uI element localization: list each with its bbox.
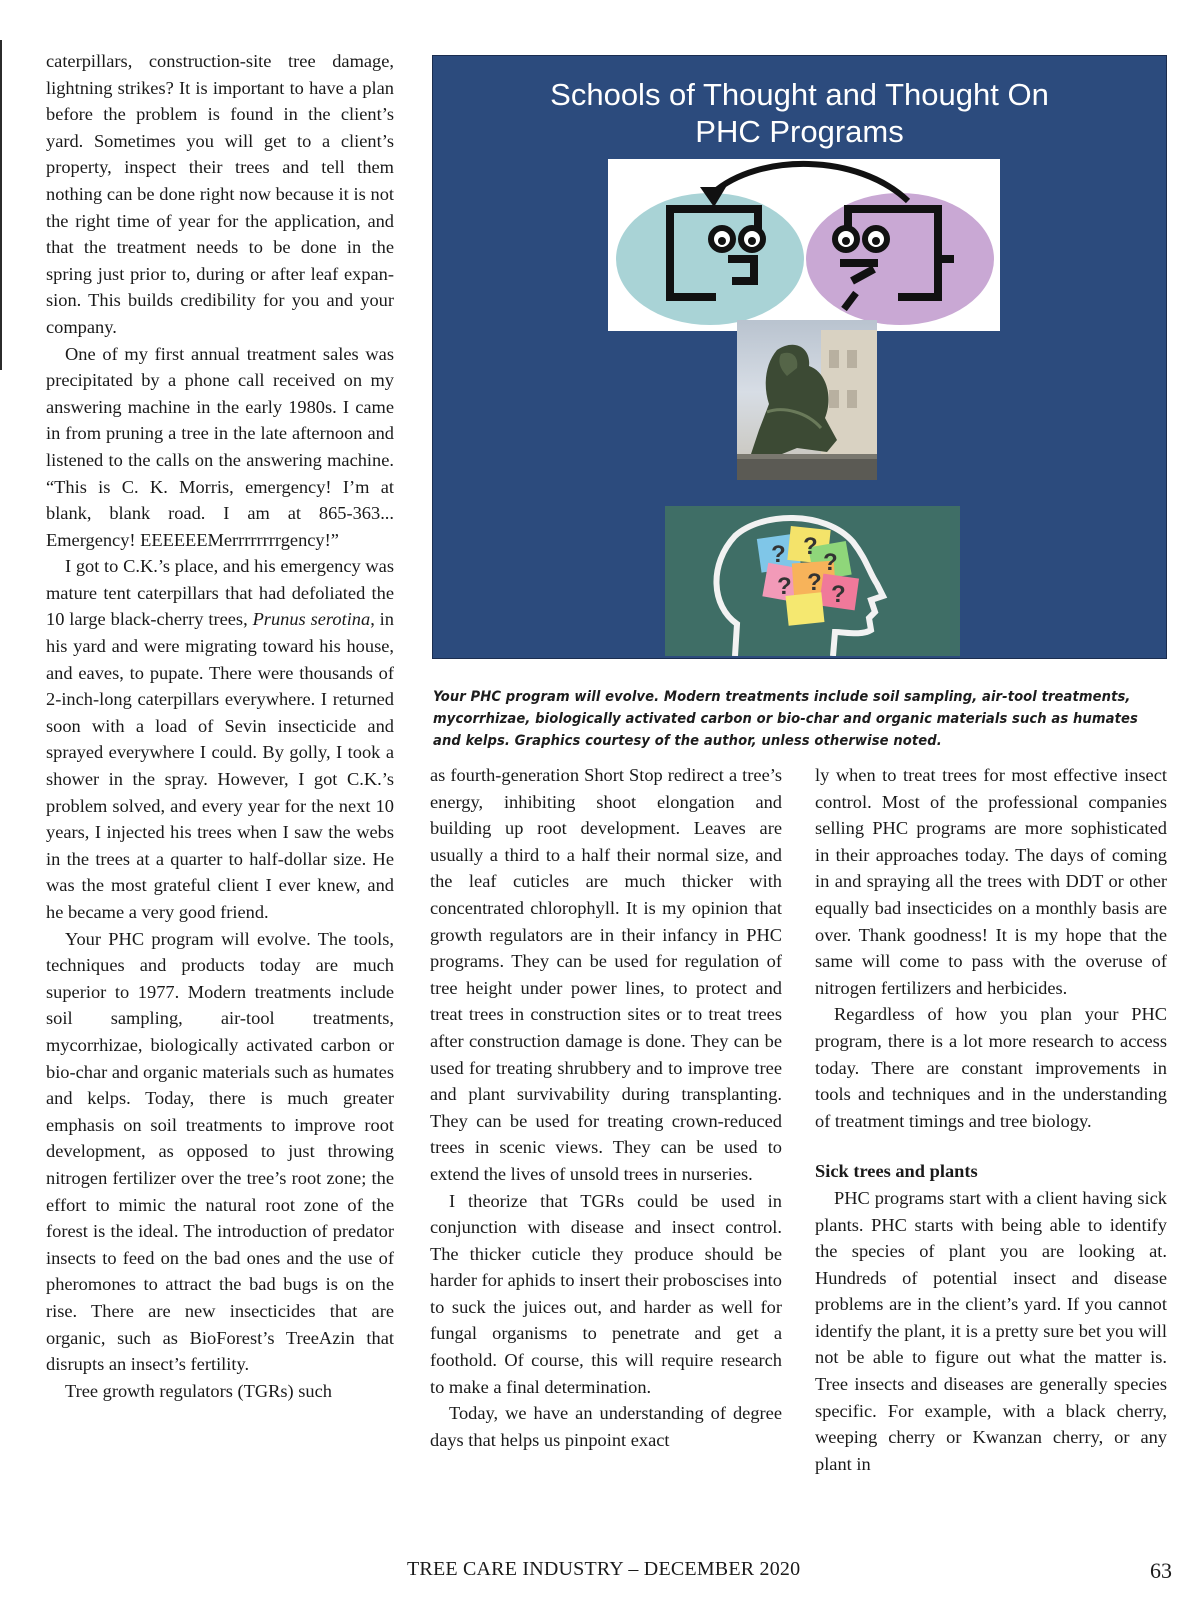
svg-text:?: ? bbox=[803, 533, 818, 560]
thinker-statue-icon bbox=[737, 320, 877, 480]
paragraph: Regardless of how you plan your PHC program, there is a lot more research to access today. There are constant improvements in tools and techniques and in the understanding of treatment timings and tree biology. bbox=[815, 1004, 1167, 1131]
paragraph: as fourth-generation Short Stop redirect a tree’s energy, inhibiting shoot elongation and building up root development. Leaves are usually a third to a half their normal size, and the leaf cuticles are much thicker with concentrated chlorophyll. It is my opinion that growth regulators are in their infancy in PHC programs. They can be used for regulation of tree height under power lines, to protect and treat trees in construction sites or to treat trees after construction damage is done. They can be used for treating shrubbery and to improve tree and plant survivability during transplanting. They can be used for treating crown-reduced trees in scenic views. They can be used to extend the lives of unsold trees in nurseries. bbox=[430, 765, 782, 1184]
paragraph: I theorize that TGRs could be used in conjunction with disease and insect control. The thicker cuticle they produce should be harder for aphids to insert their proboscises into to suck the juices out, and harder as well for fungal organisms to penetrate and get a foothold. Of course, this will require research to make a final determination. bbox=[430, 1190, 782, 1397]
svg-text:?: ? bbox=[807, 569, 822, 596]
slide-title bbox=[433, 76, 1166, 150]
slide-title-line: PHC Programs bbox=[695, 114, 904, 149]
paragraph: caterpillars, construction-site tree damage, lightning strikes? It is important to have a plan before the problem is found in the client’s yard. Sometimes you will get to a client’s property, inspect their trees and tell them nothing can be done right now because it is not the right time of year for the application, and that the treatment needs to be done in the spring just prior to, during or after leaf expansion. This builds credibility for you and your company. bbox=[46, 51, 394, 337]
text-run: , in his yard and were migrating toward his house, and eaves, to pupate. There were thousands of 2-inch-long caterpillars everywhere. I returned soon with a load of Sevin insecticide and sprayed everywhere I could. By golly, I took a shower in the spray. However, I got C.K.’s problem solved, and every year for the next 10 years, I injected his trees when I saw the webs in the trees at a quarter to half-dollar size. He was the most grateful client I ever knew, and he became a very good friend. bbox=[46, 609, 394, 922]
left-column bbox=[46, 48, 394, 1404]
slide-title-line: Schools of Thought and Thought On bbox=[550, 77, 1049, 112]
thinking-faces-illustration bbox=[608, 159, 1000, 331]
figure-caption: Your PHC program will evolve. Modern treatments include soil sampling, air-tool treatments, mycorrhizae, biologically activated carbon or bio-char and organic materials such as humates and kelps. Graphics courtesy of the author, unless otherwise noted. bbox=[433, 688, 1138, 749]
slide-graphic bbox=[432, 55, 1167, 659]
page-number: 63 bbox=[1150, 1558, 1172, 1583]
section-heading: Sick trees and plants bbox=[815, 1161, 978, 1182]
paragraph: Today, we have an understanding of degree days that helps us pinpoint exact bbox=[430, 1403, 782, 1450]
paragraph: ly when to treat trees for most effective insect control. Most of the professional companies selling PHC programs are more sophisticated in their approaches today. The days of coming in and spraying all the trees with DDT or other equally bad insecticides on a monthly basis are over. Thank goodness! It is my hope that the same will come to pass with the overuse of nitrogen fertilizers and herbicides. bbox=[815, 765, 1167, 998]
svg-text:?: ? bbox=[771, 541, 786, 568]
paragraph: Tree growth regulators (TGRs) such bbox=[65, 1380, 332, 1401]
publication-title: TREE CARE INDUSTRY – DECEMBER 2020 bbox=[407, 1558, 801, 1580]
thinker-statue-photo bbox=[737, 320, 877, 480]
svg-text:?: ? bbox=[777, 573, 792, 600]
head-question-marks-icon bbox=[665, 506, 960, 656]
paragraph: PHC programs start with a client having sick plants. PHC starts with being able to identify the species of plant you are looking at. Hundreds of potential insect and disease problems are in the client’s yard. If you cannot identify the plant, it is a pretty sure bet you will not be able to figure out what the matter is. Tree insects and diseases are generally species specific. For example, with a black cherry, weeping cherry or Kwanzan cherry, or any plant in bbox=[815, 1187, 1167, 1474]
svg-text:?: ? bbox=[831, 581, 846, 608]
paragraph: Your PHC program will evolve. The tools, techniques and products today are much superior to 1977. Modern treatments include soil sampling, air-tool treatments, mycorrhizae, biologically activated carbon or bio-char and organic materials such as humates and kelps. Today, there is much greater emphasis on soil treatments to improve root development, as opposed to just throwing nitrogen fertilizer over the tree’s root zone; the effort to mimic the natural root zone of the forest is the ideal. The introduction of predator insects to feed on the bad ones and the use of pheromones to attract the bad bugs is on the rise. There are new insecticides that are organic, such as BioForest’s TreeAzin that disrupts an insect’s fertility. bbox=[46, 928, 394, 1375]
two-faces-icon bbox=[608, 159, 1000, 331]
text-run: I got to C.K.’s place, and his emergency was mature tent caterpillars that had defoliated the 10 large black-cherry trees, bbox=[46, 556, 394, 630]
head-with-question-notes-illustration bbox=[665, 506, 960, 656]
species-name: Prunus serotina bbox=[252, 609, 371, 630]
right-column bbox=[815, 762, 1167, 1477]
middle-column bbox=[430, 762, 782, 1453]
page-edge-mark bbox=[0, 40, 2, 370]
paragraph: One of my first annual treatment sales was precipitated by a phone call received on my answering machine in the early 1980s. I came in from pruning a tree in the late afternoon and listened to the calls on the answering machine. “This is C. K. Morris, emergency! I’m at blank, blank road. I am at 865-363... Emergency! EEEEEEMerrrrrrrrgency!” bbox=[46, 343, 394, 550]
paragraph bbox=[46, 553, 394, 925]
svg-text:?: ? bbox=[823, 549, 838, 576]
